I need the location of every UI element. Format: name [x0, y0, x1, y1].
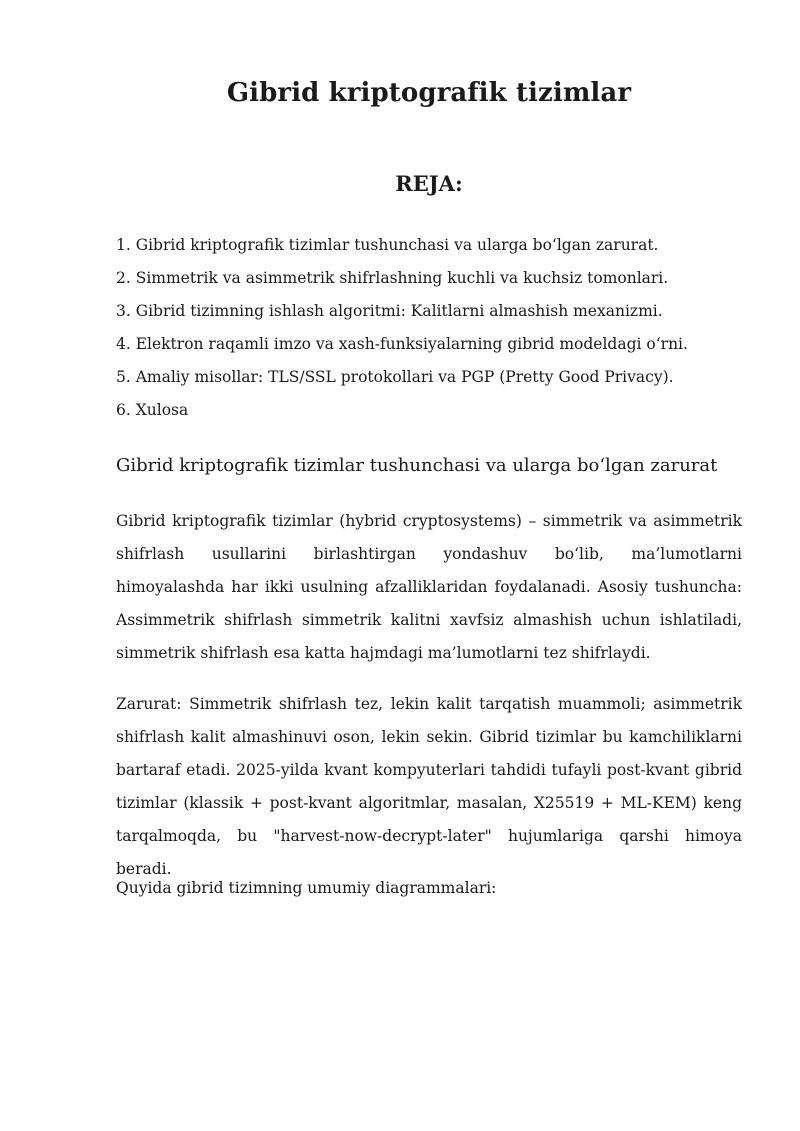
plan-item: 2. Simmetrik va asimmetrik shifrlashning kuchli va kuchsiz tomonlari.	[116, 269, 669, 287]
paragraph: Gibrid kriptografik tizimlar (hybrid cryptosystems) – simmetrik va asimmetrik shifrlash usullarini birlashtirgan yondashuv bo‘lib, ma’lumotlarni himoyalashda har ikki usulning afzalliklaridan foydalanadi. Asosiy tushuncha: Assimmetrik shifrlash simmetrik kalitni xavfsiz almashish uchun ishlatiladi, simmetrik shifrlash esa katta hajmdagi ma’lumotlarni tez shifrlaydi.	[116, 512, 742, 662]
plan-item: 6. Xulosa	[116, 401, 189, 419]
plan-item: 1. Gibrid kriptografik tizimlar tushunchasi va ularga bo‘lgan zarurat.	[116, 236, 659, 254]
plan-item: 5. Amaliy misollar: TLS/SSL protokollari va PGP (Pretty Good Privacy).	[116, 368, 674, 386]
paragraph: Quyida gibrid tizimning umumiy diagrammalari:	[116, 879, 497, 897]
section-heading: Gibrid kriptografik tizimlar tushunchasi va ularga bo‘lgan zarurat	[116, 455, 718, 476]
document-title: Gibrid kriptografik tizimlar	[226, 78, 632, 108]
paragraph: Zarurat: Simmetrik shifrlash tez, lekin kalit tarqatish muammoli; asimmetrik shifrlash kalit almashinuvi oson, lekin sekin. Gibrid tizimlar bu kamchiliklarni bartaraf etadi. 2025-yilda kvant kompyuterlari tahdidi tufayli post-kvant gibrid tizimlar (klassik + post-kvant algoritmlar, masalan, X25519 + ML-KEM) keng tarqalmoqda, bu "harvest-now-decrypt-later" hujumlariga qarshi himoya beradi.	[116, 695, 742, 878]
plan-list	[116, 235, 756, 433]
plan-heading: REJA:	[395, 171, 463, 196]
plan-item: 3. Gibrid tizimning ishlash algoritmi: Kalitlarni almashish mexanizmi.	[116, 302, 663, 320]
plan-item: 4. Elektron raqamli imzo va xash-funksiyalarning gibrid modeldagi o‘rni.	[116, 335, 688, 353]
